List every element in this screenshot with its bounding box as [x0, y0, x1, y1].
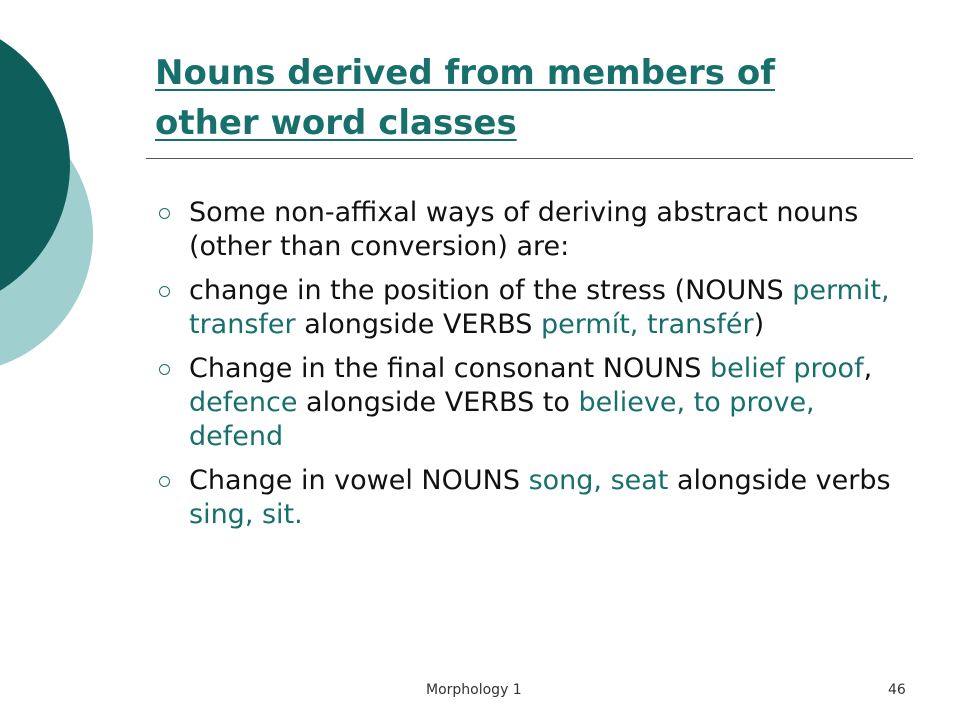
bullet-text: alongside VERBS: [295, 309, 542, 340]
hollow-circle-bullet-icon: [159, 208, 170, 219]
example-word: sing, sit.: [189, 499, 303, 530]
page-number: 46: [888, 682, 906, 698]
bullet-text: Change in vowel NOUNS: [189, 465, 529, 496]
bullet-text: ,: [863, 353, 873, 384]
slide-title-line-1: Nouns derived from members of: [155, 53, 776, 93]
hollow-circle-bullet-icon: [159, 364, 170, 375]
bullet-text: ): [753, 309, 765, 340]
bullet-text: Change in the final consonant NOUNS: [189, 353, 710, 384]
hollow-circle-bullet-icon: [159, 476, 170, 487]
bullet-text: change in the position of the stress (NOUNS: [189, 275, 793, 306]
bullet-text: alongside verbs: [668, 465, 891, 496]
footer-label: Morphology 1: [426, 682, 522, 698]
bullet-text: Some non-affixal ways of deriving abstract nouns (other than conversion) are:: [189, 197, 859, 262]
example-word: permít, transfér: [541, 309, 754, 340]
bullet-item: [155, 196, 895, 264]
slide-title-line-2: other word classes: [155, 103, 517, 143]
example-word: believe, to prove, defend: [189, 387, 815, 452]
bullet-text: alongside VERBS to: [297, 387, 579, 418]
bullet-list: [155, 196, 895, 542]
example-word: defence: [189, 387, 298, 418]
bullet-item: [155, 352, 895, 454]
example-word: song, seat: [528, 465, 669, 496]
example-word: permit, transfer: [189, 275, 890, 340]
slide-title: [155, 48, 895, 148]
example-word: belief proof: [709, 353, 864, 384]
bullet-item: [155, 464, 895, 532]
title-divider: [146, 158, 913, 159]
decorative-circles: [0, 0, 140, 420]
bullet-item: [155, 274, 895, 342]
hollow-circle-bullet-icon: [159, 286, 170, 297]
